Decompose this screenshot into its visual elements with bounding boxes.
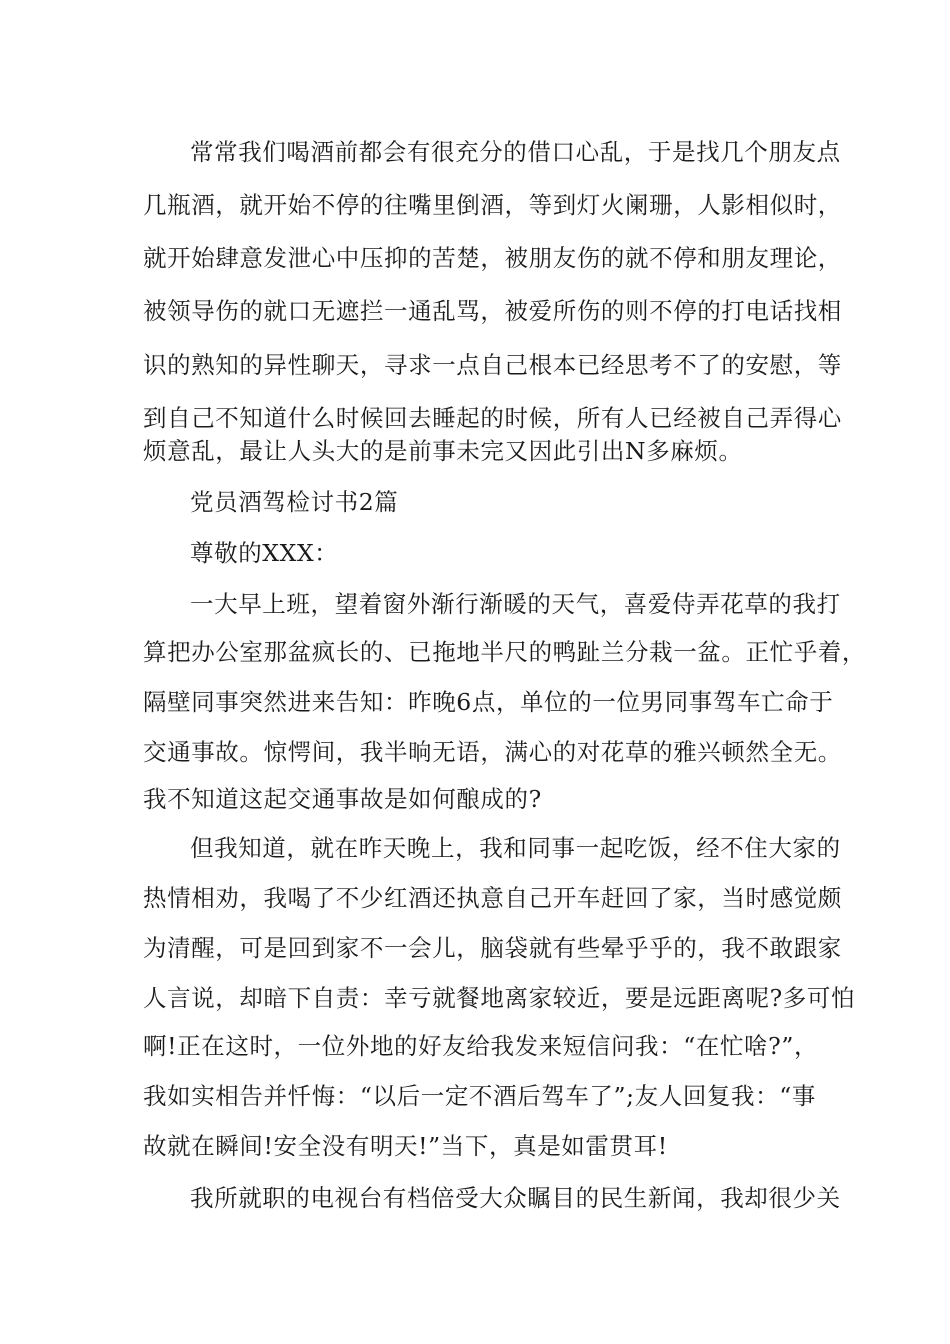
paragraph-3-line-4: 人言说，却暗下自责：幸亏就餐地离家较近，要是远距离呢?多可怕 — [143, 984, 856, 1012]
section-heading: 党员酒驾检讨书2篇 — [190, 488, 399, 516]
paragraph-3-line-1: 但我知道，就在昨天晚上，我和同事一起吃饭，经不住大家的 — [190, 834, 841, 862]
paragraph-3-line-7: 故就在瞬间!安全没有明天!”当下，真是如雷贯耳! — [143, 1132, 668, 1160]
paragraph-1-line-7: 烦意乱，最让人头大的是前事未完又因此引出N多麻烦。 — [143, 437, 743, 465]
paragraph-2-line-4: 交通事故。惊愕间，我半晌无语，满心的对花草的雅兴顿然全无。 — [143, 738, 842, 766]
paragraph-2-line-2: 算把办公室那盆疯长的、已拖地半尺的鸭趾兰分栽一盆。正忙乎着， — [143, 638, 866, 666]
paragraph-2-line-5: 我不知道这起交通事故是如何酿成的? — [143, 785, 542, 813]
paragraph-2-line-1: 一大早上班，望着窗外渐行渐暖的天气，喜爱侍弄花草的我打 — [190, 590, 841, 618]
paragraph-1-line-3: 就开始肆意发泄心中压抑的苦楚，被朋友伤的就不停和朋友理论， — [143, 244, 842, 272]
paragraph-1-line-6: 到自己不知道什么时候回去睡起的时候，所有人已经被自己弄得心 — [143, 404, 842, 432]
salutation: 尊敬的XXX： — [190, 539, 339, 567]
paragraph-3-line-6: 我如实相告并忏悔：“以后一定不酒后驾车了”;友人回复我：“事 — [143, 1082, 816, 1110]
paragraph-4-line-1: 我所就职的电视台有档倍受大众瞩目的民生新闻，我却很少关 — [190, 1184, 841, 1212]
paragraph-1-line-2: 几瓶酒，就开始不停的往嘴里倒酒，等到灯火阑珊，人影相似时， — [143, 191, 842, 219]
paragraph-2-line-3: 隔壁同事突然进来告知：昨晚6点，单位的一位男同事驾车亡命于 — [143, 688, 834, 716]
paragraph-1-line-5: 识的熟知的异性聊天，寻求一点自己根本已经思考不了的安慰，等 — [143, 351, 842, 379]
paragraph-1-line-4: 被领导伤的就口无遮拦一通乱骂，被爱所伤的则不停的打电话找相 — [143, 297, 842, 325]
paragraph-3-line-5: 啊!正在这时，一位外地的好友给我发来短信问我：“在忙啥?”， — [143, 1032, 819, 1060]
paragraph-1-line-1: 常常我们喝酒前都会有很充分的借口心乱，于是找几个朋友点 — [190, 138, 841, 166]
paragraph-3-line-3: 为清醒，可是回到家不一会儿，脑袋就有些晕乎乎的，我不敢跟家 — [143, 934, 842, 962]
paragraph-3-line-2: 热情相劝，我喝了不少红酒还执意自己开车赶回了家，当时感觉颇 — [143, 884, 842, 912]
